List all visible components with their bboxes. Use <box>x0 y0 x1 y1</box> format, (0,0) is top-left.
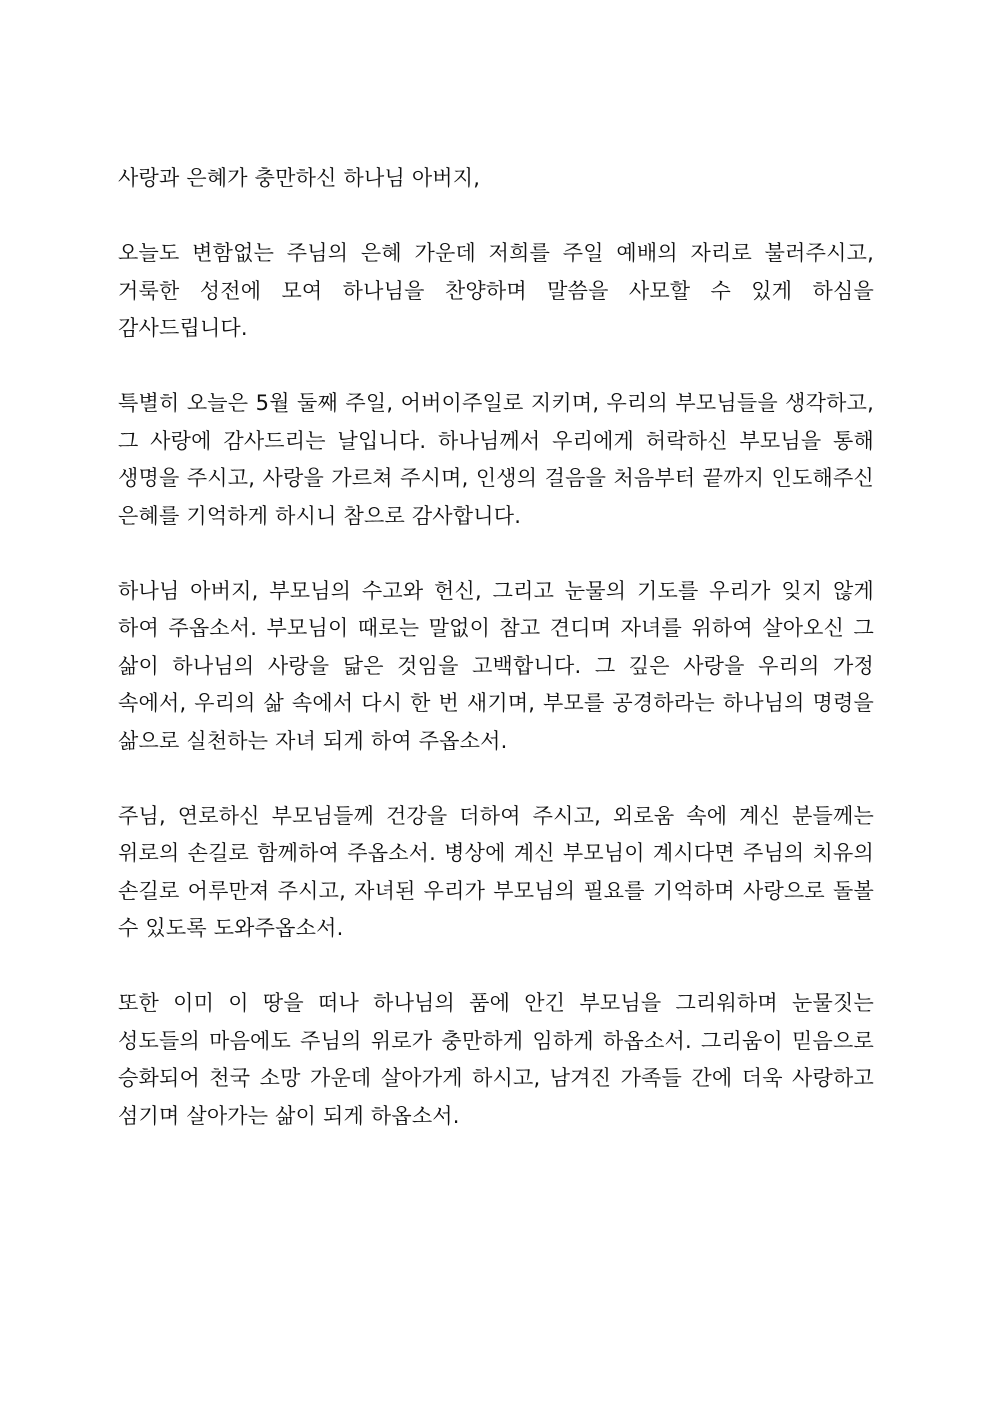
prayer-text-body <box>118 160 874 1135</box>
paragraph-grieving-families: 또한 이미 이 땅을 떠나 하나님의 품에 안긴 부모님을 그리워하며 눈물짓는 성도들의 마음에도 주님의 위로가 충만하게 임하게 하옵소서. 그리움이 믿음으로 승화되어 천국 소망 가운데 살아가게 하시고, 남겨진 가족들 간에 더욱 사랑하고 섬기며 살아가는 삶이 되게 하옵소서. <box>118 991 874 1128</box>
paragraph-thanks-for-worship: 오늘도 변함없는 주님의 은혜 가운데 저희를 주일 예배의 자리로 불러주시고, 거룩한 성전에 모여 하나님을 찬양하며 말씀을 사모할 수 있게 하심을 감사드립니다. <box>118 241 874 340</box>
paragraph-honor-parents: 하나님 아버지, 부모님의 수고와 헌신, 그리고 눈물의 기도를 우리가 잊지 않게 하여 주옵소서. 부모님이 때로는 말없이 참고 견디며 자녀를 위하여 살아오신 그 삶이 하나님의 사랑을 닮은 것임을 고백합니다. 그 깊은 사랑을 우리의 가정 속에서, 우리의 삶 속에서 다시 한 번 새기며, 부모를 공경하라는 하나님의 명령을 삶으로 실천하는 자녀 되게 하여 주옵소서. <box>118 578 874 753</box>
paragraph-parents-day: 특별히 오늘은 5월 둘째 주일, 어버이주일로 지키며, 우리의 부모님들을 생각하고, 그 사랑에 감사드리는 날입니다. 하나님께서 우리에게 허락하신 부모님을 통해 생명을 주시고, 사랑을 가르쳐 주시며, 인생의 걸음을 처음부터 끝까지 인도해주신 은혜를 기억하게 하시니 참으로 감사합니다. <box>118 391 874 528</box>
paragraph-health-comfort: 주님, 연로하신 부모님들께 건강을 더하여 주시고, 외로움 속에 계신 분들께는 위로의 손길로 함께하여 주옵소서. 병상에 계신 부모님이 계시다면 주님의 치유의 손길로 어루만져 주시고, 자녀된 우리가 부모님의 필요를 기억하며 사랑으로 돌볼 수 있도록 도와주옵소서. <box>118 803 874 940</box>
paragraph-salutation: 사랑과 은혜가 충만하신 하나님 아버지, <box>118 166 481 190</box>
